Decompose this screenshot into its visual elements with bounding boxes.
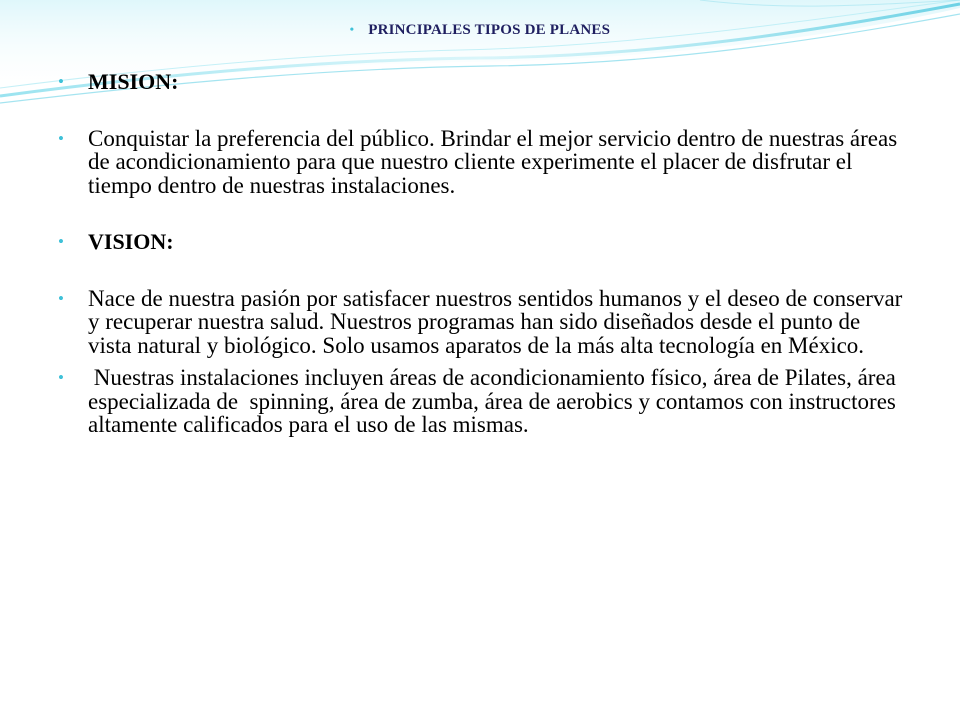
heading-mision	[58, 70, 908, 94]
heading-vision	[58, 230, 908, 254]
bullet-dot-icon: •	[349, 22, 355, 36]
heading-vision-text: VISION:	[88, 229, 174, 254]
vision-paragraph	[58, 287, 908, 358]
facilities-paragraph-text: Nuestras instalaciones incluyen áreas de acondicionamiento físico, área de Pilates, área especializada de spinning, área de zumba, área de aerobics y contamos con instructores altamente calificados para el uso de las mismas.	[88, 365, 902, 437]
mision-paragraph-text: Conquistar la preferencia del público. Brindar el mejor servicio dentro de nuestras áreas de acondicionamiento para que nuestro cliente experimente el placer de disfrutar el tiempo dentro de nuestras instalaciones.	[88, 125, 898, 198]
slide-title-text: PRINCIPALES TIPOS DE PLANES	[368, 22, 611, 38]
heading-mision-text: MISION:	[88, 69, 179, 94]
bullet-dot-icon: •	[58, 72, 64, 91]
bullet-dot-icon: •	[58, 368, 64, 387]
vision-paragraph-text: Nace de nuestra pasión por satisfacer nuestros sentidos humanos y el deseo de conservar y recuperar nuestra salud. Nuestros programas han sido diseñados desde el punto de vista natural y biológico. Solo usamos aparatos de la más alta tecnología en México.	[88, 285, 903, 358]
slide-content	[58, 70, 908, 437]
facilities-paragraph	[58, 366, 908, 437]
mision-paragraph	[58, 127, 908, 198]
bullet-dot-icon: •	[58, 288, 64, 308]
bullet-dot-icon: •	[58, 232, 64, 251]
bullet-dot-icon: •	[58, 128, 64, 148]
slide-title	[0, 22, 960, 39]
